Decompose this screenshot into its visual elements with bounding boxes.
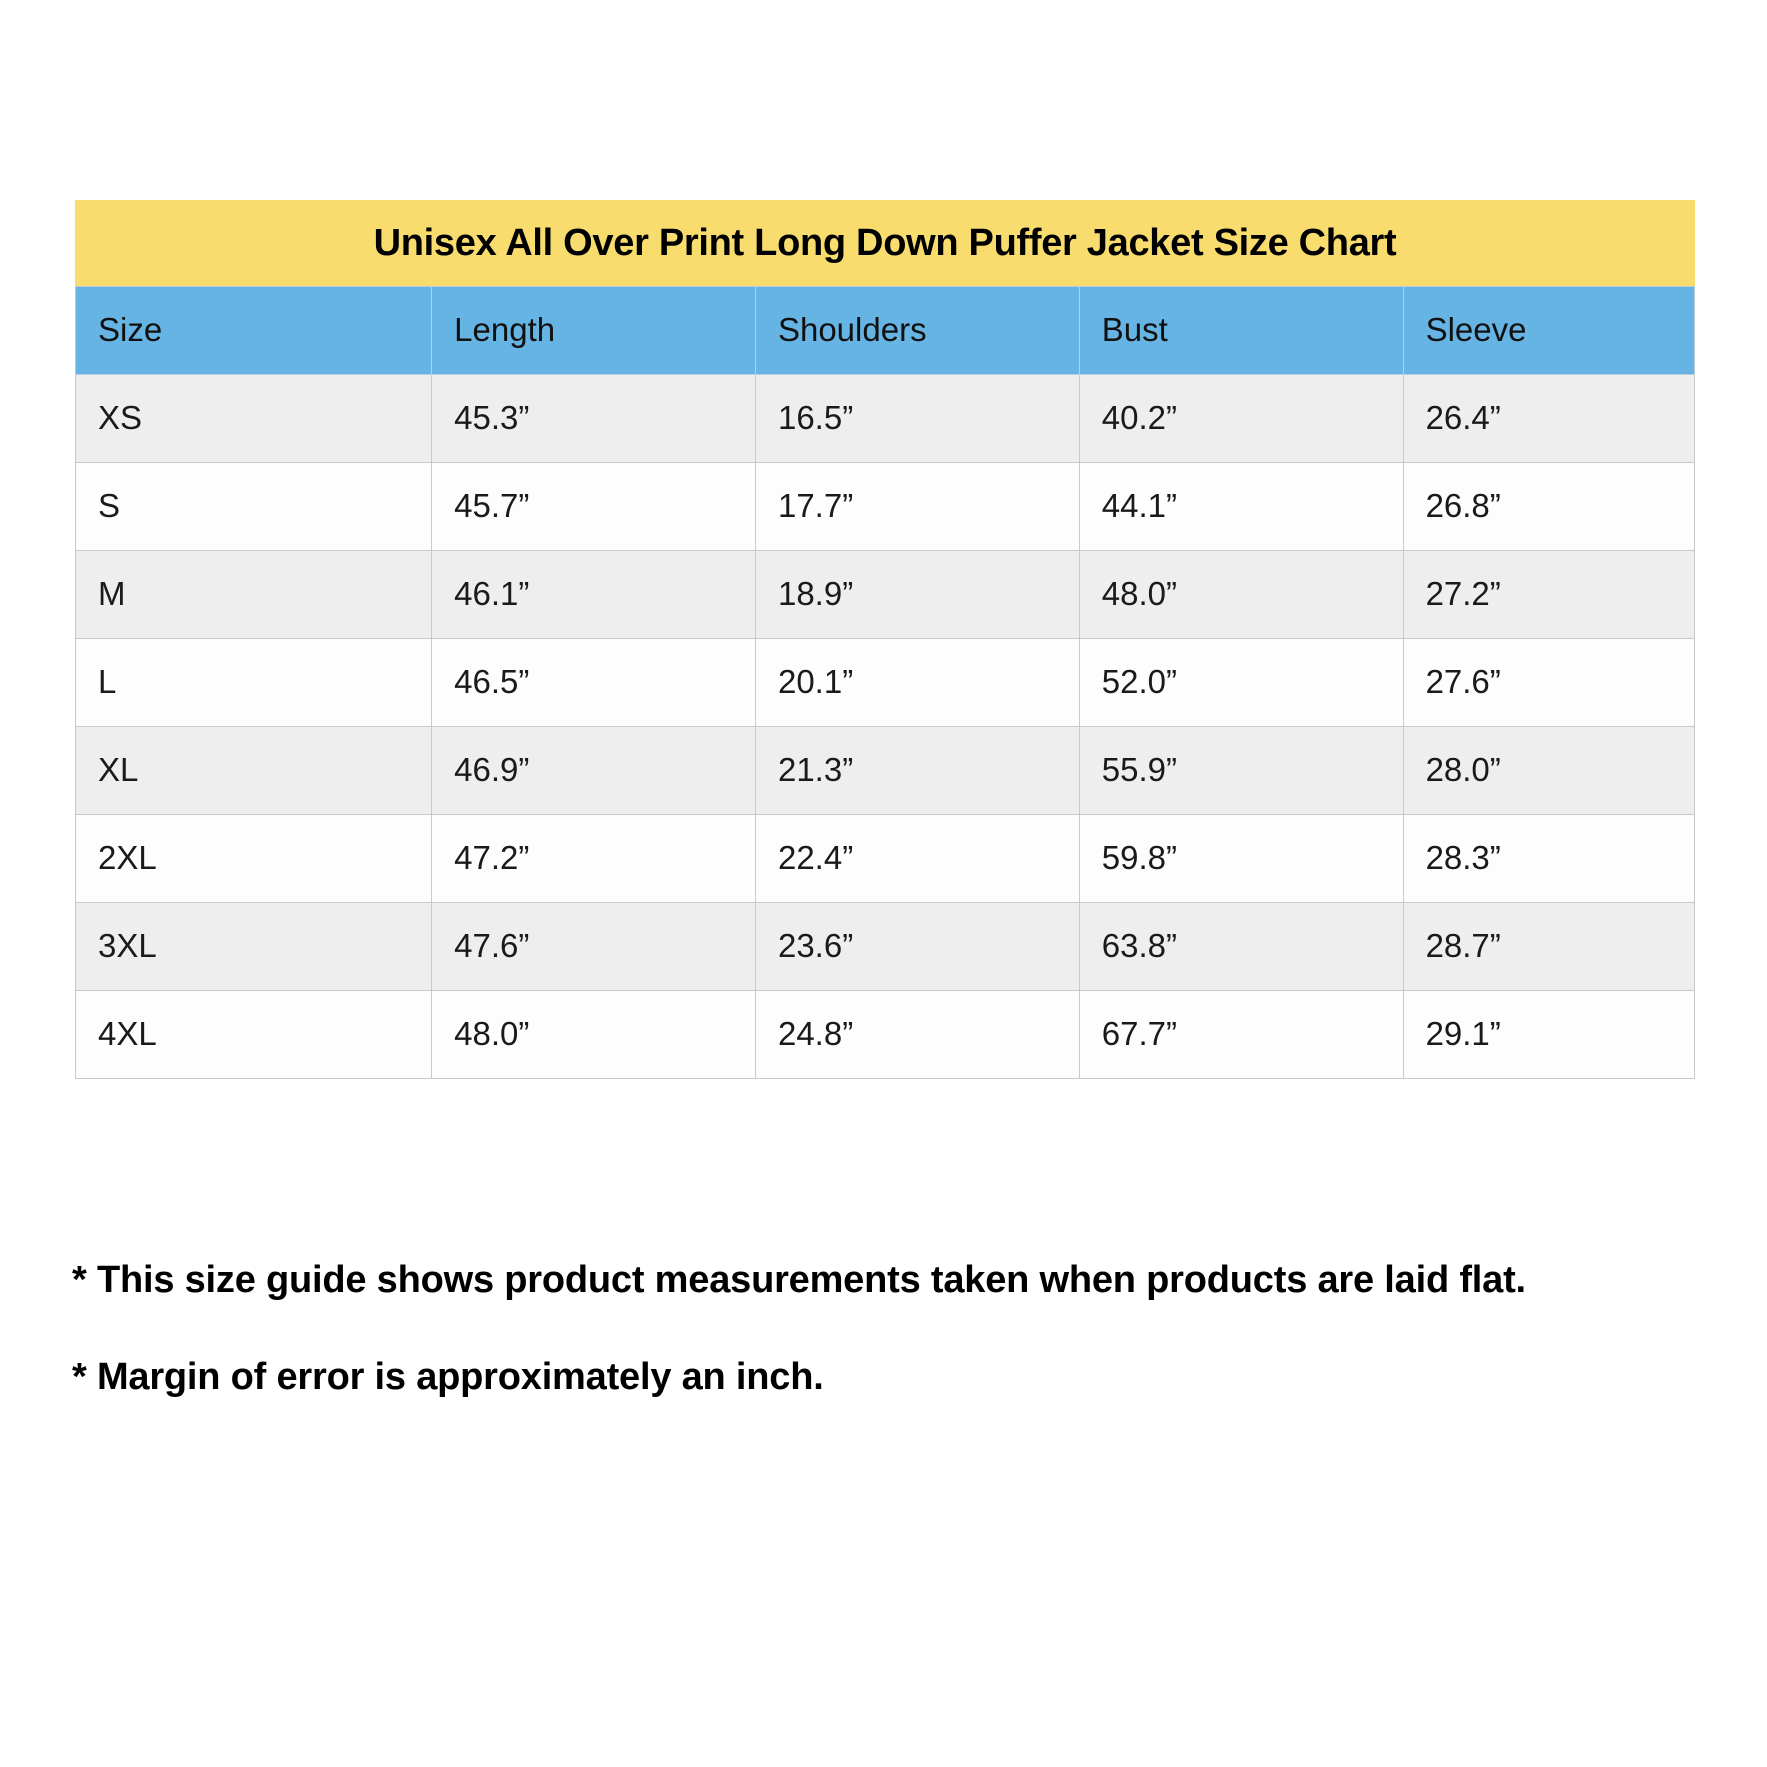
cell-bust: 52.0”	[1079, 638, 1403, 726]
size-chart-container	[75, 200, 1695, 1079]
cell-size: XS	[76, 374, 432, 462]
cell-bust: 67.7”	[1079, 990, 1403, 1078]
cell-sleeve: 26.8”	[1403, 462, 1694, 550]
cell-shoulders: 22.4”	[755, 814, 1079, 902]
cell-size: 3XL	[76, 902, 432, 990]
notes-section	[72, 1255, 1632, 1450]
cell-sleeve: 27.6”	[1403, 638, 1694, 726]
table-header-row	[76, 286, 1695, 374]
cell-size: L	[76, 638, 432, 726]
size-chart-table	[75, 286, 1695, 1079]
cell-shoulders: 20.1”	[755, 638, 1079, 726]
cell-bust: 63.8”	[1079, 902, 1403, 990]
cell-size: 4XL	[76, 990, 432, 1078]
column-header-shoulders: Shoulders	[755, 286, 1079, 374]
cell-sleeve: 29.1”	[1403, 990, 1694, 1078]
note-laid-flat: * This size guide shows product measurements taken when products are laid flat.	[72, 1259, 1526, 1301]
cell-size: 2XL	[76, 814, 432, 902]
cell-length: 47.2”	[432, 814, 756, 902]
cell-bust: 44.1”	[1079, 462, 1403, 550]
table-row	[76, 638, 1695, 726]
cell-sleeve: 27.2”	[1403, 550, 1694, 638]
table-row	[76, 374, 1695, 462]
cell-length: 46.9”	[432, 726, 756, 814]
cell-bust: 59.8”	[1079, 814, 1403, 902]
cell-sleeve: 28.0”	[1403, 726, 1694, 814]
table-body	[76, 374, 1695, 1078]
cell-size: XL	[76, 726, 432, 814]
cell-shoulders: 17.7”	[755, 462, 1079, 550]
note-margin-of-error: * Margin of error is approximately an inch.	[72, 1356, 824, 1399]
column-header-sleeve: Sleeve	[1403, 286, 1694, 374]
chart-title: Unisex All Over Print Long Down Puffer Jacket Size Chart	[75, 200, 1695, 286]
cell-shoulders: 18.9”	[755, 550, 1079, 638]
cell-length: 47.6”	[432, 902, 756, 990]
column-header-bust: Bust	[1079, 286, 1403, 374]
column-header-size: Size	[76, 286, 432, 374]
cell-sleeve: 28.7”	[1403, 902, 1694, 990]
cell-size: S	[76, 462, 432, 550]
cell-shoulders: 24.8”	[755, 990, 1079, 1078]
cell-shoulders: 21.3”	[755, 726, 1079, 814]
cell-size: M	[76, 550, 432, 638]
cell-bust: 55.9”	[1079, 726, 1403, 814]
cell-length: 46.5”	[432, 638, 756, 726]
table-row	[76, 462, 1695, 550]
table-row	[76, 990, 1695, 1078]
cell-sleeve: 28.3”	[1403, 814, 1694, 902]
cell-length: 46.1”	[432, 550, 756, 638]
cell-sleeve: 26.4”	[1403, 374, 1694, 462]
cell-bust: 48.0”	[1079, 550, 1403, 638]
cell-shoulders: 23.6”	[755, 902, 1079, 990]
cell-shoulders: 16.5”	[755, 374, 1079, 462]
cell-bust: 40.2”	[1079, 374, 1403, 462]
table-row	[76, 814, 1695, 902]
cell-length: 45.3”	[432, 374, 756, 462]
table-header	[76, 286, 1695, 374]
table-row	[76, 726, 1695, 814]
column-header-length: Length	[432, 286, 756, 374]
cell-length: 48.0”	[432, 990, 756, 1078]
table-row	[76, 902, 1695, 990]
table-row	[76, 550, 1695, 638]
cell-length: 45.7”	[432, 462, 756, 550]
